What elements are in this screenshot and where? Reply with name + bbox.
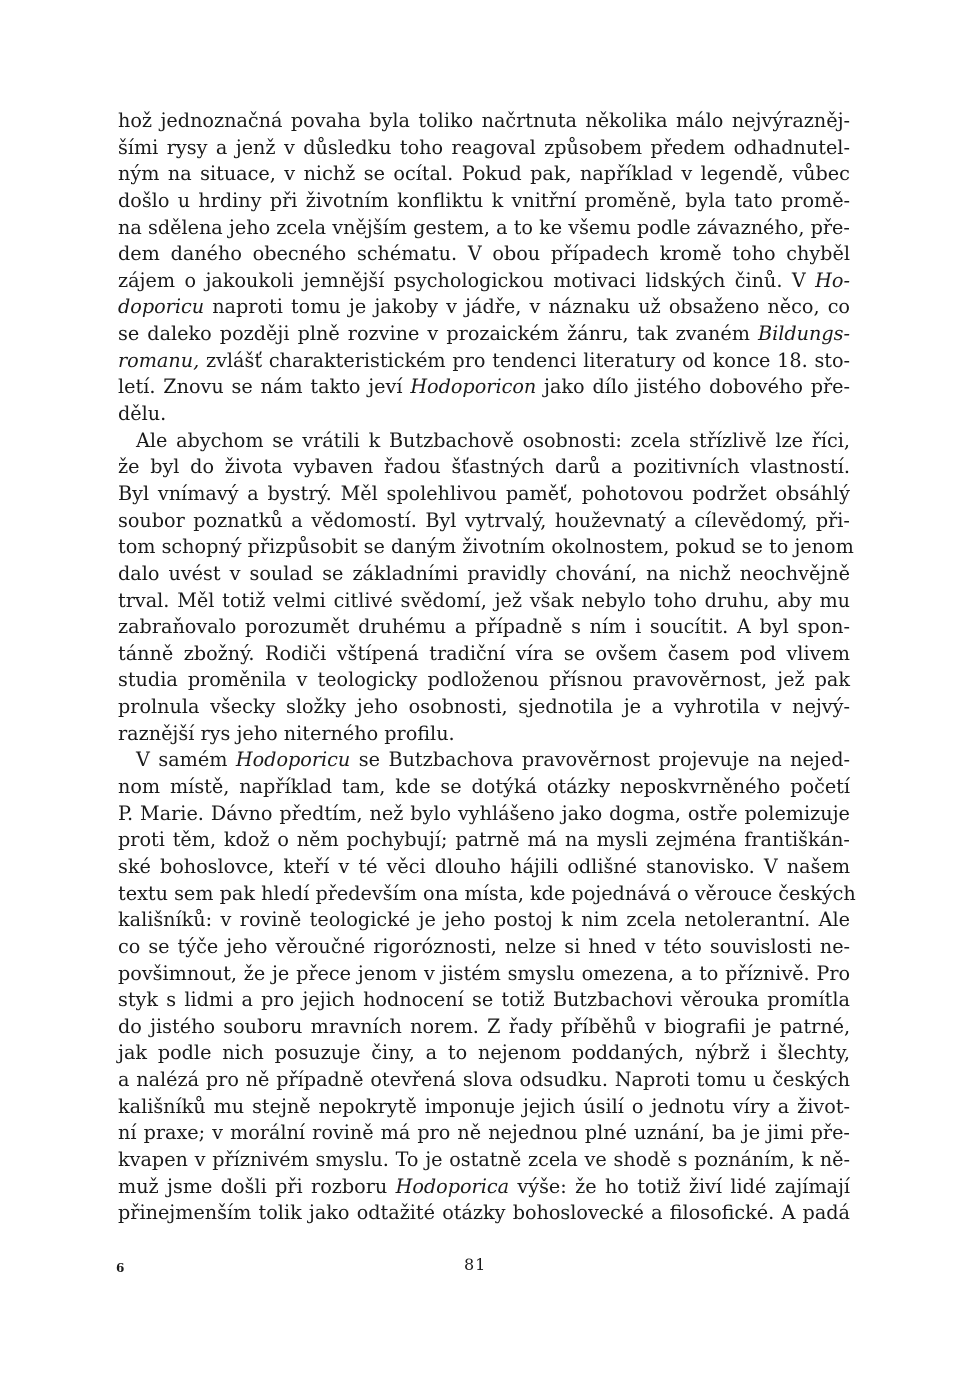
text-line: kališníků mu stejně nepokrytě imponuje jejich úsilí o jednotu víry a život- (118, 1094, 850, 1118)
text-line: šími rysy a jenž v důsledku toho reagoval způsobem předem odhadnutel- (118, 135, 850, 159)
text-line: zabraňovalo porozumět druhému a případně s ním i soucítit. A byl spon- (118, 615, 851, 639)
text-line: studia proměnila v teologicky podloženou přísnou pravověrnost, jež pak (118, 668, 850, 692)
text-line: prolnula všecky složky jeho osobnosti, sjednotila je a vyhrotila v nejvý- (118, 695, 850, 719)
text-line: proti těm, kdož o něm pochybují; patrně má na mysli zejména františkán- (118, 828, 850, 852)
text-line: hož jednoznačná povaha byla toliko načrtnuta několika málo nejvýrazněj- (118, 109, 851, 132)
text-line: tánně zbožný. Rodiči vštípená tradiční víra se ovšem časem pod vlivem (118, 641, 850, 665)
text-line: muž jsme došli při rozboru Hodoporica výše: že ho totiž živí lidé zajímají (118, 1174, 851, 1198)
body-text (118, 108, 856, 1227)
text-line: zájem o jakoukoli jemnější psychologickou motivaci lidských činů. V Ho- (118, 268, 850, 292)
text-line: dělu. (118, 402, 167, 426)
text-line: na sdělena jeho zcela vnějším gestem, a to ke všemu podle závazného, pře- (118, 215, 850, 239)
text-line: co se týče jeho věroučné rigoróznosti, nelze si hned v této souvislosti ne- (118, 934, 851, 958)
text-line: přinejmenším tolik jako odtažité otázky bohoslovecké a filosofické. A padá (118, 1201, 850, 1225)
text-line: styk s lidmi a pro jejich hodnocení se totiž Butzbachovi věrouka promítla (118, 988, 850, 1012)
text-line: soubor poznatků a vědomostí. Byl vytrvalý, houževnatý a cílevědomý, při- (118, 508, 850, 532)
text-line: kvapen v příznivém smyslu. To je ostatně zcela ve shodě s poznáním, k ně- (118, 1147, 851, 1171)
text-line: nom místě, například tam, kde se dotýká otázky neposkvrněného početí (118, 775, 851, 799)
page-number: 81 (464, 1255, 487, 1274)
text-line: Ale abychom se vrátili k Butzbachově osobnosti: zcela střízlivě lze říci, (136, 428, 851, 452)
text-line: raznější rys jeho niterného profilu. (118, 721, 455, 745)
text-line: povšimnout, že je přece jenom v jistém smyslu omezena, a to příznivě. Pro (118, 961, 851, 985)
signature-mark: 6 (116, 1261, 125, 1275)
text-line: že byl do života vybaven řadou šťastných darů a pozitivních vlastností. (118, 455, 850, 479)
text-line: ní praxe; v morální rovině má pro ně nejednou plné uznání, ba je jimi pře- (118, 1121, 850, 1145)
text-line: dalo uvést v soulad se základními pravidly chování, na nichž neochvějně (118, 561, 850, 585)
text-line: a nalézá pro ně případně otevřená slova odsudku. Naproti tomu u českých (118, 1068, 850, 1092)
text-line: letí. Znovu se nám takto jeví Hodoporicon jako dílo jistého dobového pře- (118, 375, 850, 399)
text-line: tom schopný přizpůsobit se daným životním okolnostem, pokud se to jenom (118, 535, 854, 559)
text-line: jak podle nich posuzuje činy, a to nejenom poddaných, nýbrž i šlechty, (118, 1041, 850, 1065)
text-line: kališníků: v rovině teologické je jeho postoj k nim zcela netolerantní. Ale (118, 908, 851, 932)
text-line: P. Marie. Dávno předtím, než bylo vyhlášeno jako dogma, ostře polemizuje (118, 801, 850, 825)
text-line: Byl vnímavý a bystrý. Měl spolehlivou paměť, pohotovou podržet obsáhlý (118, 481, 850, 505)
text-line: V samém Hodoporicu se Butzbachova pravověrnost projevuje na nejed- (136, 748, 850, 772)
text-line: textu sem pak hledí především ona místa, kde pojednává o věrouce českých (118, 881, 856, 905)
text-line: doporicu naproti tomu je jakoby v jádře, v náznaku už obsaženo něco, co (118, 295, 850, 319)
text-line: dem daného obecného schématu. V obou případech kromě toho chyběl (118, 242, 850, 266)
text-line: ným na situace, v nichž se ocítal. Pokud pak, například v legendě, vůbec (118, 162, 850, 186)
text-line: se daleko později plně rozvine v prozaickém žánru, tak zvaném Bildungs- (118, 322, 850, 346)
text-line: ské bohoslovce, kteří v té věci dlouho hájili odlišné stanovisko. V našem (118, 854, 851, 878)
text-line: do jistého souboru mravních norem. Z řady příběhů v biografii je patrné, (118, 1014, 851, 1038)
text-line: romanu, zvlášť charakteristickém pro tendenci literatury od konce 18. sto- (118, 348, 851, 372)
text-line: trval. Měl totiž velmi citlivé svědomí, jež však nebylo toho druhu, aby mu (118, 588, 851, 612)
text-line: došlo u hrdiny při životním konfliktu k vnitřní proměně, byla tato promě- (118, 188, 851, 212)
